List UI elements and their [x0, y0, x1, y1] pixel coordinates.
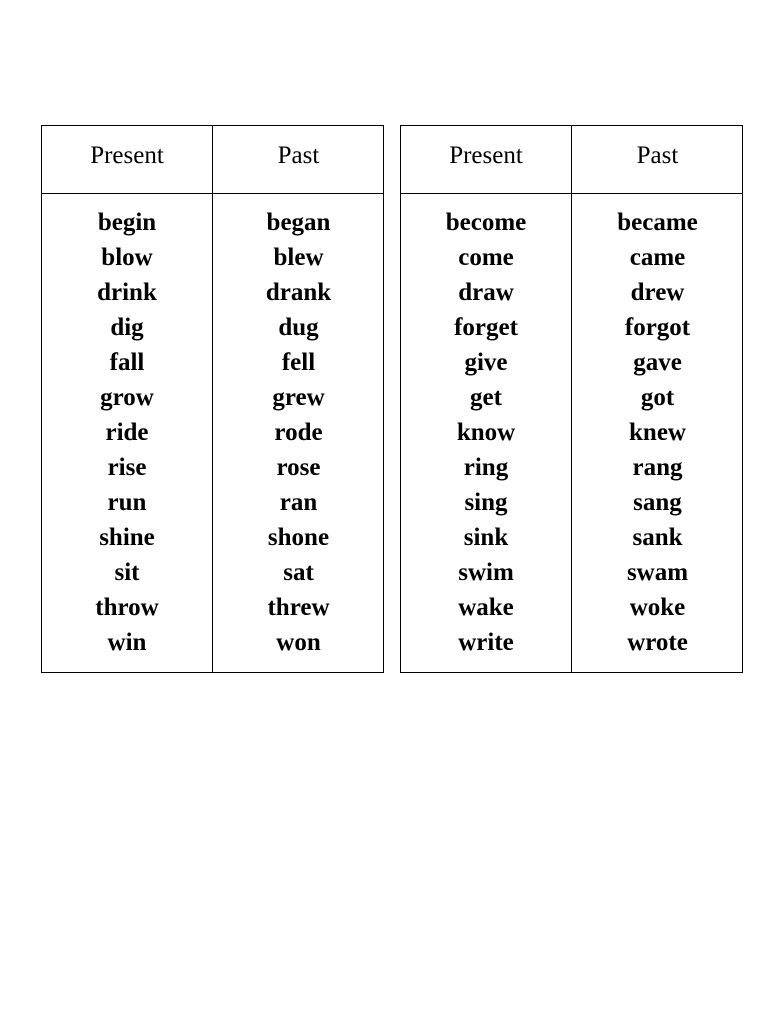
present-word: ride	[105, 419, 149, 446]
present-word: shine	[99, 524, 155, 551]
past-word: got	[640, 384, 675, 411]
past-word: drank	[265, 279, 332, 306]
past-word: came	[629, 244, 686, 271]
present-word: grow	[100, 384, 154, 411]
past-word: sang	[633, 489, 682, 516]
present-word: blow	[101, 244, 153, 271]
present-word: swim	[458, 559, 514, 586]
present-word: forget	[454, 314, 518, 341]
past-word: rode	[274, 419, 323, 446]
present-word: sing	[464, 489, 508, 516]
present-word: drink	[97, 279, 157, 306]
header-past: Past	[277, 141, 320, 169]
past-tense-column	[572, 205, 743, 660]
present-word: ring	[463, 454, 509, 481]
past-word: blew	[273, 244, 324, 271]
header-present: Present	[449, 141, 523, 169]
present-word: write	[458, 629, 514, 656]
past-word: gave	[633, 349, 682, 376]
past-word: wrote	[627, 629, 688, 656]
header-present: Present	[90, 141, 164, 169]
present-word: throw	[95, 594, 159, 621]
past-word: threw	[267, 594, 330, 621]
present-word: win	[107, 629, 147, 656]
past-word: sank	[632, 524, 683, 551]
past-word: began	[266, 209, 331, 236]
present-tense-column	[42, 205, 212, 660]
past-word: dug	[278, 314, 319, 341]
past-word: sat	[283, 559, 314, 586]
past-tense-column	[213, 205, 384, 660]
present-word: sink	[463, 524, 509, 551]
present-word: become	[445, 209, 527, 236]
present-word: rise	[107, 454, 147, 481]
present-word: fall	[109, 349, 145, 376]
past-word: fell	[281, 349, 316, 376]
present-word: know	[456, 419, 516, 446]
present-word: dig	[110, 314, 144, 341]
present-word: sit	[114, 559, 140, 586]
past-word: rose	[276, 454, 321, 481]
present-word: come	[458, 244, 514, 271]
present-word: get	[470, 384, 502, 411]
present-tense-column	[401, 205, 571, 660]
present-word: wake	[458, 594, 514, 621]
past-word: became	[617, 209, 698, 236]
present-word: begin	[97, 209, 157, 236]
past-word: ran	[279, 489, 318, 516]
present-word: run	[107, 489, 147, 516]
past-word: grew	[272, 384, 325, 411]
past-word: knew	[629, 419, 686, 446]
present-word: draw	[458, 279, 514, 306]
past-word: woke	[629, 594, 686, 621]
past-word: won	[276, 629, 321, 656]
table-header-row	[401, 126, 742, 194]
verb-table-right	[400, 125, 743, 673]
header-past: Past	[636, 141, 679, 169]
past-word: rang	[632, 454, 683, 481]
table-header-row	[42, 126, 383, 194]
verb-table-left	[41, 125, 384, 673]
past-word: drew	[630, 279, 685, 306]
past-word: shone	[267, 524, 330, 551]
past-word: forgot	[624, 314, 691, 341]
present-word: give	[464, 349, 508, 376]
past-word: swam	[626, 559, 689, 586]
